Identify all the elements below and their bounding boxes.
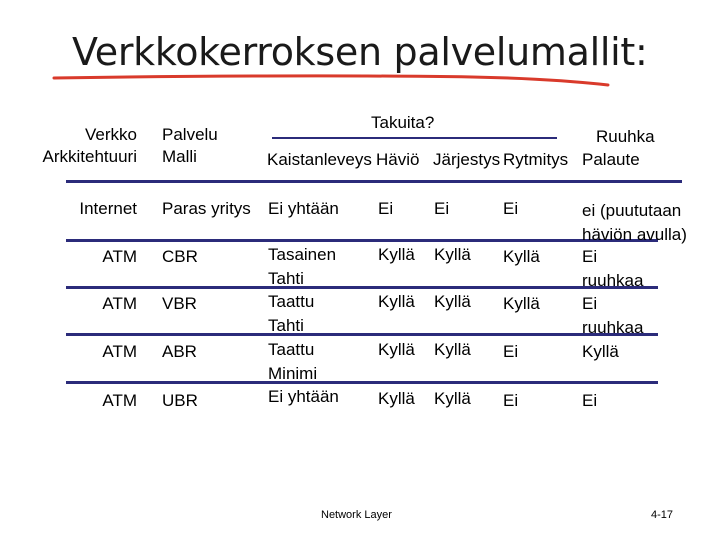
row-1-congestion-line1: Ei — [582, 247, 598, 266]
row-1-congestion-line2: ruuhkaa — [582, 270, 644, 290]
row-1-architecture: ATM — [102, 247, 137, 266]
row-4-order: Kyllä — [434, 389, 471, 408]
header-rule — [66, 180, 682, 183]
row-4-loss: Kyllä — [378, 389, 415, 408]
row-4-architecture: ATM — [102, 391, 137, 410]
row-3-bandwidth — [268, 338, 317, 385]
row-3-service: ABR — [162, 342, 197, 361]
row-4-timing: Ei — [503, 391, 519, 410]
row-0-congestion-line2: häviön avulla) — [582, 224, 687, 244]
row-3-loss: Kyllä — [378, 340, 415, 359]
row-0-service: Paras yritys — [162, 199, 251, 218]
row-2-bandwidth — [268, 290, 314, 337]
header-architecture-line2: Arkkitehtuuri — [42, 147, 137, 166]
row-rule-4 — [66, 381, 658, 384]
row-1-timing: Kyllä — [503, 247, 540, 266]
row-3-bandwidth-line1: Taattu — [268, 340, 315, 359]
row-0-order: Ei — [434, 199, 450, 218]
row-4-bandwidth: Ei yhtään — [268, 387, 339, 406]
row-0-loss: Ei — [378, 199, 394, 218]
header-congestion-line2: Palaute — [582, 150, 640, 169]
row-4-service: UBR — [162, 391, 198, 410]
row-2-congestion-line1: Ei — [582, 294, 598, 313]
row-1-order: Kyllä — [434, 245, 471, 264]
row-1-bandwidth-line2: Tahti — [268, 268, 304, 288]
row-rule-2 — [66, 286, 658, 289]
row-2-service: VBR — [162, 294, 197, 313]
row-1-congestion — [582, 245, 643, 292]
row-0-congestion — [582, 199, 687, 246]
row-rule-1 — [66, 239, 658, 242]
row-rule-3 — [66, 333, 658, 336]
header-service-model — [162, 124, 218, 168]
row-3-timing: Ei — [503, 342, 519, 361]
header-timing: Rytmitys — [503, 150, 569, 169]
row-1-loss: Kyllä — [378, 245, 415, 264]
slide-title: Verkkokerroksen palvelumallit: — [72, 30, 648, 74]
row-3-order: Kyllä — [434, 340, 471, 359]
row-2-bandwidth-line1: Taattu — [268, 292, 315, 311]
header-loss: Häviö — [376, 150, 420, 169]
row-0-timing: Ei — [503, 199, 519, 218]
header-service-line1: Palvelu — [162, 125, 218, 144]
header-architecture — [40, 124, 137, 168]
row-1-service: CBR — [162, 247, 198, 266]
row-2-congestion-line2: ruuhkaa — [582, 317, 644, 337]
row-1-bandwidth — [268, 243, 336, 290]
footer-label: Network Layer — [321, 509, 392, 521]
header-guarantees: Takuita? — [371, 113, 435, 132]
row-2-architecture: ATM — [102, 294, 137, 313]
row-2-order: Kyllä — [434, 292, 471, 311]
header-order: Järjestys — [433, 150, 501, 169]
row-3-congestion: Kyllä — [582, 342, 619, 361]
row-0-architecture: Internet — [79, 199, 137, 218]
row-0-congestion-line1: ei (puututaan — [582, 201, 682, 220]
page-number: 4-17 — [651, 509, 674, 521]
row-0-bandwidth: Ei yhtään — [268, 199, 339, 218]
row-2-loss: Kyllä — [378, 292, 415, 311]
title-underline — [52, 72, 612, 92]
row-1-bandwidth-line1: Tasainen — [268, 245, 337, 264]
header-congestion-line1: Ruuhka — [596, 127, 655, 146]
row-3-architecture: ATM — [102, 342, 137, 361]
row-3-bandwidth-line2: Minimi — [268, 363, 318, 383]
header-service-line2: Malli — [162, 147, 197, 166]
row-2-bandwidth-line2: Tahti — [268, 315, 304, 335]
guarantees-rule — [272, 137, 557, 139]
header-architecture-line1: Verkko — [85, 125, 137, 144]
row-4-congestion: Ei — [582, 391, 598, 410]
row-2-timing: Kyllä — [503, 294, 540, 313]
header-bandwidth: Kaistanleveys — [267, 150, 372, 169]
row-2-congestion — [582, 292, 643, 339]
